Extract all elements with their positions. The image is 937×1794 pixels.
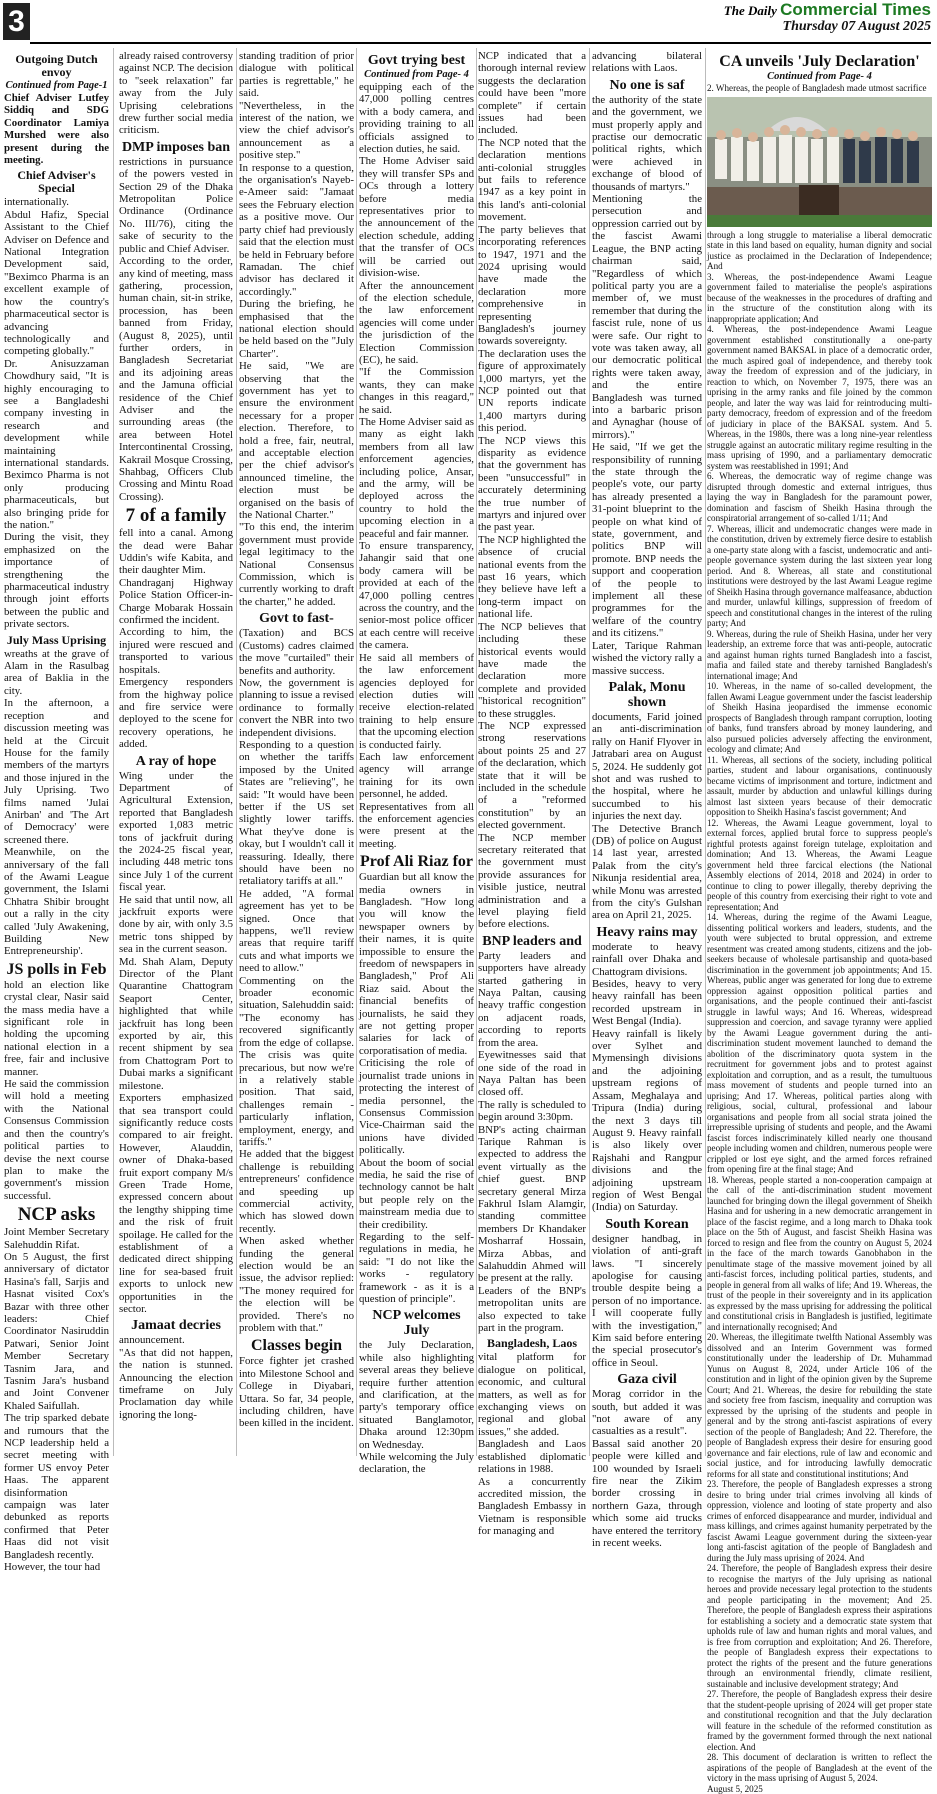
article-text: announcement. "As that did not happen, the nation is stunned. Announcing the election timeframe on July Proclamation day while ignoring the long- — [119, 1334, 233, 1421]
masthead-title — [724, 2, 931, 18]
headline-no-one-is-safe: No one is saf — [592, 78, 702, 93]
article-text: wreaths at the grave of Alam in the Rasulbag area of Baklia in the city. In the afternoon, a reception and discussion meeting was held at the Circuit House for the family members of the martyrs and those injured in the July Uprising. Two films named 'Julai Anirban' and 'The Art of Democracy' were screened there. Meanwhile, on the anniversary of the fall of the Awami League government, the Islami Chhatra Shibir brought out a rally in the city called 'July Awakening, Building New Entrepreneurship'. — [4, 648, 109, 958]
headline-prof-ali-riaz: Prof Ali Riaz for — [359, 853, 474, 870]
headline-a-ray-of-hope: A ray of hope — [119, 754, 233, 769]
article-text: through a long struggle to materialise a liberal democratic state in this land based on equality, human dignity and social justice as proclaimed in the Declaration of Independence; And 3. Whereas, the post-independence Awami League government failed to materialise the people's aspirations because of the weaknesses in the procedures of drafting and in the structure of the constitution along with its inappropriate application; And 4. Whereas, the post-independence Awami League government established constitutionally a one-party government named BAKSAL in place of a democratic order, the much aspired goal of independence, and thereby took away the freedom of expression and of the judiciary, in reaction to which, on November 7, 1975, there was an uprising in the army ranks and file joined by the common people, and later the way was laid for reintroducing multi-party democracy, freedom of expression and of the freedom of judiciary in place of the BAKSAL system. And 5. Whereas, in the 1980s, there was a long nine-year relentless struggle against an autocratic military regime resulting in the mass uprising of 1990, and a parliamentary democratic system was reestablished in 1991; And 6. Whereas, the democratic way of regime change was disrupted through domestic and external intrigues, thus laying the way in Bangladesh for the paramount power, domination and fascism of Sheikh Hasina through the conspiratorial arrangement of so-called 1/11; And 7. Whereas, illicit and undemocratic changes were made in the constitution, driven by extremely fierce desire to establish a one-party state along with a fascist, undemocratic and anti-people governance system during the last sixteen year long period. And 8. Whereas, all state and constitutional institutions were destroyed by the last Awami League regime of Sheikh Hasina through governance malfeasance, abduction and murder, unlawful killings, suppression of freedom of speech and constitutional changes in the interest of the ruling party; And 9. Whereas, during the rule of Sheikh Hasina, under her very leadership, an extreme force that was anti-people, autocratic and against human rights turned Bangladesh into a fascist, mafia and failed state and thereby tarnished Bangladesh's international image; And 10. Whereas, in the name of so-called development, the fallen Awami League government under the fascist leadership of Sheikh Hasina jeopardised the immense economic prospects of Bangladesh through rampant corruption, looting of banks, fund transfers abroad by money laundering, and also pursued policies adversely affecting the environment, ecology and climate; And 11. Whereas, all sections of the society, including political parties, student and labour organisations, continuously became victims of imprisonment and torture, indictment and assault, murder by abduction and unlawful killings during almost last sixteen years because of their democratic opposition to Sheikh Hasina's fascist government; And 12. Whereas, the Awami League government, loyal to external forces, applied brutal force to suppress people's rightful protests against foreign tutelage, exploitation and domination; And 13. Whereas, the Awami League government held three farcical elections (the National Assembly elections of 2014, 2018 and 2024) in order to continue to cling to power illegally, thereby depriving the people of this country from exercising their right to vote and representation; And 14. Whereas, during the regime of the Awami League, dissenting political workers and leaders, students, and the youth were subjected to brutal oppression, and extreme resentment was created among students, citizens and the job-seekers because of wholesale partisanship and quota-based discrimination in the government job appointments; And 15. Whereas, public anger was generated for long due to extreme oppression against opposition political parties and organisations, and the people continued their anti-fascist struggle in lawful ways; And 16. Whereas, widespread suppression and coercion, and savage tyranny were applied by the Awami League government during the anti-discrimination student movement launched to demand the abolition of the discriminatory quota system in the recruitment for government jobs and to protest against exploitation and corruption, and as a result, the tumultuous mass movement of students and people turned into an uprising; And 17. Whereas, political parties along with religious, social, cultural, professional and labour organisations and people from all social strata joined the irrepressible uprising of students and people, and the Awami fascist forces indiscriminately killed nearly one thousand people including women and children, numerous people were crippled or lost eye sight, and the armed forces refrained from opening fire at the final stage; And 18. Whereas, people started a non-cooperation campaign at the call of the anti-discrimination student movement launched for bringing down the illegal government of Sheikh Hasina and for ushering in a new democratic arrangement in place of the fascist regime, and a long march to Dhaka took place on the 5th of August, and fascist Sheikh Hasina was forced to resign and flee from the country on August 5, 2024 in the face of the march towards Ganobhabon in the penultimate stage of the massive movement joined by all anti-fascist forces, including political parties, students, and people in general from all walks of life; And 19. Whereas, the trust of the people in their sovereignty and in its application as expressed by the mass uprising for addressing the political and constitutional crisis in Bangladesh is justified, legitimate and internationally recognised; And 20. Whereas, the illegitimate twelfth National Assembly was dissolved and an Interim Government was formed constitutionally under the leadership of Dr. Muhammad Yunus on August 8, 2024, under Article 106 of the constitution and in light of the opinion given by the Supreme Court; And 21. Whereas, the desire for rebuilding the state and society free from fascism, inequality and corruption was expressed by the uprising of the students and people in general and by the strong anti-fascist aspirations of every section of the people of Bangladesh; And 22. Therefore, the people of Bangladesh express their desire for ensuring good governance and fair elections, rule of law and economic and social justice, and for introducing lawfully democratic reforms for all state and constitutional institutions; And 23. Therefore, the people of Bangladesh expresses a strong desire to bring under trial crimes involving all kinds of oppression, violence and looting of state property and also crimes of enforced disappearance and murder, individual and mass killings, and crimes against humanity perpetrated by the fascist Awami League government during the sixteen-year long anti-fascist agitation of the people of Bangladesh and during the July mass uprising of 2024. And 24. Therefore, the people of Bangladesh express their desire to recognise the martyrs of the July uprising as national heroes and provide necessary legal protection to the students and people participating in the movement; And 25. Therefore, the people of Bangladesh express their aspirations for establishing a society and a democratic state system that upholds rule of law and human rights and moral values, and is free from corruption and exploitation; And 26. Therefore, the people of Bangladesh express their expectations to protect the rights of the present and the future generations through an environmental friendly, climate resilient, sustainable and inclusive development strategy; And 27. Therefore, the people of Bangladesh express their desire that the student-people uprising of 2024 will get proper state and constitutional recognition and that the July declaration will feature in the schedule of the reformed constitution as framed by the government formed through the next national election. And 28. This document of declaration is written to reflect the aspirations of the people of Bangladesh at the event of the victory in the mass uprising of August 5, 2024. August 5, 2025 — [707, 230, 932, 1794]
page-number: 3 — [3, 3, 30, 40]
event-photo — [707, 97, 932, 227]
article-text: equipping each of the 47,000 polling centres with a body camera, and providing training to all officials assigned to election duties, he said. The Home Adviser said they will transfer SPs and OCs through a lottery before media representatives prior to the announcement of the election schedule, adding that the transfer of OCs will be carried out division-wise. After the announcement of the election schedule, the law enforcement agencies will come under the jurisdiction of the Election Commission (EC), he said. "If the Commission wants, they can make changes in this reagard," he said. The Home Adviser said as many as eight lakh members from all law enforcement agencies, including police, Ansar, and the army, will be deployed across the country to hold the upcoming election in a peaceful and fair manner. To ensure transparency, Jahangir said that one body camera will be provided at each of the 47,000 polling centres across the country, and the senior-most police officer at each centre will receive the camera. He said all members of the law enforcement agencies deployed for election duties will receive election-related training to help ensure that the upcoming election is conducted fairly. Each law enforcement agency will arrange training for its own personnel, he added. Representatives from all the enforcement agencies were present at the meeting. — [359, 81, 474, 850]
headline-july-mass-uprising: July Mass Uprising — [4, 634, 109, 647]
headline-ncp-welcomes-july: NCP welcomes July — [359, 1308, 474, 1338]
article-text: (Taxation) and BCS (Customs) cadres claimed the move "curtailed" their benefits and authority. Now, the government is planning to issue a revised ordinance to formally convert the NBR into two independent divisions. Responding to a question on whether the tariffs imposed by the United States are "relieving", he said: "It would have been better if the US set slightly lower tariffs. What they've done is okay, but I wouldn't call it reassuring. Ideally, there should have been no retaliatory tariffs at all." He added, "A formal agreement has yet to be signed. Once that happens, we'll review areas that require tariff cuts and what imports we need to allow." Commenting on the broader economic situation, Salehuddin said: "The economy has recovered significantly from the edge of collapse. The crisis was quite precarious, but now we're in a relatively stable position. That said, challenges remain - particularly inflation, employment, energy, and tariffs." He added that the biggest challenge is rebuilding entrepreneurs' confidence and speeding up commercial activity, which has slowed down recently. When asked whether funding the general election would be an issue, the advisor replied: "The money required for the election will be provided. There's no problem with that." — [239, 627, 354, 1334]
article-text: 2. Whereas, the people of Bangladesh made utmost sacrifice — [707, 83, 932, 94]
headline-govt-to-fast: Govt to fast- — [239, 611, 354, 626]
headline-chief-advisers-special: Chief Adviser's Special — [4, 169, 109, 195]
headline-bnp-leaders: BNP leaders and — [478, 934, 586, 949]
article-text: restrictions in pursuance of the powers vested in Section 29 of the Dhaka Metropolitan Police Ordinance (Ordinance No. III/76), citing the sake of security to the public and Chief Adviser. According to the order, any kind of meeting, mass gathering, procession, human chain, sit-in strike, procession, has been banned from Friday, (August 8, 2025), until further orders, in Bangladesh Secretariat and its adjoining areas and the Jamuna official residence of the Chief Adviser and the surrounding areas (the area between Hotel Intercontinental Crossing, Kakrail Mosque Crossing, Shahbag, Officers Club Crossing and Mintu Road Crossing). — [119, 156, 233, 503]
headline-dmp-imposes-ban: DMP imposes ban — [119, 140, 233, 155]
column-7 — [707, 50, 932, 1456]
issue-date: Thursday 07 August 2025 — [724, 18, 931, 36]
article-text: already raised controversy against NCP. The decision to "seek relaxation" far away from the July Uprising celebrations drew further social media criticism. — [119, 50, 233, 137]
headline-classes-begin: Classes begin — [239, 1337, 354, 1354]
headline-ncp-asks: NCP asks — [4, 1205, 109, 1225]
column-divider — [113, 48, 114, 1456]
article-text: Joint Member Secretary Salehuddin Rifat. On 5 August, the first anniversary of dictator Hasina's fall, Sarjis and Hasnat visited Cox's Bazar with three other leaders: Chief Coordinator Nasiruddin Patwari, Senior Joint Member Secretary Tasnim Jara, and Tasnim Jara's husband and Joint Convener Khaled Saifullah. The trip sparked debate and rumours that the NCP leadership held a secret meeting with former US envoy Peter Haas. The apparent disinformation campaign was later debunked as reports confirmed that Peter Haas did not visit Bangladesh recently. However, the tour had — [4, 1226, 109, 1573]
headline-ca-unveils-july-declaration: CA unveils 'July Declaration' — [707, 53, 932, 70]
column-1 — [4, 50, 109, 1456]
column-4 — [359, 50, 474, 1456]
headline-south-korean: South Korean — [592, 1217, 702, 1232]
continued-note: Continued from Page- 4 — [707, 71, 932, 83]
article-text: documents, Farid joined an anti-discrimination rally on Hanif Flyover in Jatrabari area on August 5, 2024. He suddenly got shot and was rushed to the hospital, where he succumbed to his injuries the next day. The Detective Branch (DB) of police on August 14 last year, arrested Palak from the city's Nikunja residential area, while Monu was arrested from the city's Gulshan area on April 21, 2025. — [592, 711, 702, 922]
article-text: internationally. Abdul Hafiz, Special Assistant to the Chief Adviser on Defence and National Integration Development said, "Beximco Pharma is an excellent example of how the country's pharmaceutical sector is advancing technologically and competing globally." Dr. Anisuzzaman Chowdhury said, "It is highly encouraging to see a Bangladeshi company investing in research and development while maintaining international standards. Beximco Pharma is not only producing pharmaceuticals, but also bringing pride for the nation." During the visit, they emphasized on the importance of strengthening the pharmaceutical industry through joint efforts between the public and private sectors. — [4, 196, 109, 630]
article-text: designer handbag, in violation of anti-graft laws. "I sincerely apologise for causing trouble despite being a person of no importance. I will cooperate fully with the investigation," Kim said before entering the special prosecutor's office in Seoul. — [592, 1233, 702, 1369]
headline-jamaat-decries: Jamaat decries — [119, 1318, 233, 1333]
article-text: Wing under the Department of Agricultural Extension, reported that Bangladesh exported 1,083 metric tons of jackfruit during the 2024-25 fiscal year, including 448 metric tons since July 1 of the current fiscal year. He said that until now, all jackfruit exports were done by air, with only 3.5 metric tons shipped by sea in the current season. Md. Shah Alam, Deputy Director of the Plant Quarantine Chattogram Seaport Center, highlighted that while jackfruit has long been exported by air, this recent shipment by sea from Chattogram Port to Dubai marks a significant milestone. Exporters emphasized that sea transport could significantly reduce costs compared to air freight. However, Alauddin, owner of Dhaka-based fruit export company M/s Green Trade Home, expressed concern about the lengthy shipping time and the risk of fruit spoilage. He called for the establishment of a dedicated direct shipping line for sea-based fruit exports to unlock new opportunities in the sector. — [119, 770, 233, 1316]
article-text: Morag corridor in the south, but added it was "not aware of any casualties as a result". Bassal said another 20 people were killed and 100 wounded by Israeli fire near the Zikim border crossing in northern Gaza, through which some aid trucks have entered the territory in recent weeks. — [592, 1388, 702, 1549]
article-text: the July Declaration, while also highlighting several areas they believe require further attention and clarification, at the party's temporary office situated Banglamotor, Dhaka around 12:30pm on Wednesday. While welcoming the July declaration, the — [359, 1339, 474, 1475]
column-5 — [478, 50, 586, 1456]
column-divider — [589, 48, 590, 1456]
column-divider — [476, 48, 477, 1456]
masthead — [724, 2, 931, 36]
article-text: Guardian but all know the media owners in Bangladesh. "How long you will know the newspaper owners by their names, it is quite impossible to ensure the freedom of newspapers in Bangladesh," Prof Ali Riaz said. About the financial benefits of journalists, he said they are not getting proper salaries for lack of corporatisation of media. Criticising the role of journalist trade unions in protecting the interest of media personnel, the Consensus Commission Vice-Chairman said the unions have divided politically. About the boom of social media, he said the rise of technology cannot be halt but people rely on the mainstream media due to their credibility. Regarding to the self-regulations in media, he said: "I do not like the works - regulatory framework - as it is a question of principle". — [359, 871, 474, 1305]
headline-js-polls: JS polls in Feb — [4, 961, 109, 978]
column-3 — [239, 50, 354, 1456]
headline-heavy-rains: Heavy rains may — [592, 925, 702, 940]
article-text: Party leaders and supporters have already started gathering in Naya Paltan, causing heavy traffic congestion on adjacent roads, according to reports from the area. Eyewitnesses said that one side of the road in Naya Paltan has been closed off. The rally is scheduled to begin around 3:30pm. BNP's acting chairman Tarique Rahman is expected to address the event virtually as the chief guest. BNP secretary general Mirza Fakhrul Islam Alamgir, standing committee members Dr Khandaker Mosharraf Hossain, Mirza Abbas, and Salahuddin Ahmed will be present at the rally. Leaders of the BNP's metropolitan units are also expected to take part in the program. — [478, 950, 586, 1335]
column-6 — [592, 50, 702, 1456]
article-text: advancing bilateral relations with Laos. — [592, 50, 702, 75]
column-divider — [236, 48, 237, 1456]
article-text: the authority of the state and the government, we must properly apply and practise our democratic political rights, which were achieved in exchange of blood of thousands of martyrs." Mentioning the persecution and oppression carried out by the fascist Awami League, the BNP acting chairman said, "Regardless of which political party you are a member of, we must remember that during the fascist rule, none of us were safe. Our right to vote was taken away, all our democratic political rights were taken away, and the entire Bangladesh was turned into a barbaric prison and Aynaghar (house of mirrors)." He said, "If we get the responsibility of running the state through the people's vote, our party has already presented a 31-point blueprint to the people on what kind of state, government, and politics BNP will promote. BNP needs the support and cooperation of the people to implement all these programmes for the welfare of the country and its citizens." Later, Tarique Rahman wished the victory rally a massive success. — [592, 94, 702, 677]
article-text: fell into a canal. Among the dead were Bahar Uddin's wife Kabita, and their daughter Mim. Chandraganj Highway Police Station Officer-in-Charge Mobarak Hossain confirmed the incident. According to him, the injured were rescued and transported to various hospitals. Emergency responders from the highway police and fire service were deployed to the scene for recovery operations, he added. — [119, 527, 233, 750]
headline-govt-trying-best: Govt trying best — [359, 53, 474, 68]
masthead-name: Commercial Times — [780, 0, 931, 19]
article-text: NCP indicated that a thorough internal review suggests the declaration could have been "more complete" if certain issues had been included. The NCP noted that the declaration mentions anti-colonial struggles but fails to reference 1947 as a key point in this land's anti-colonial movement. The party believes that incorporating references to 1947, 1971 and the 2024 uprising would have made the declaration more comprehensive in representing Bangladesh's journey towards sovereignty. The declaration uses the figure of approximately 1,000 martyrs, yet the NCP pointed out that UN reports indicate 1,400 martyrs during this period. The NCP views this disparity as evidence that the government has been "unsuccessful" in accurately determining the true number of martyrs and injured over the past year. The NCP highlighted the absence of crucial national events from the past 16 years, which they believe have left a long-term impact on national life. The NCP believes that including these historical events would have made the declaration more complete and provided "historical recognition" to these struggles. The NCP expressed strong reservations about points 25 and 27 of the declaration, which state that it will be included in the schedule of a "reformed constitution" by an elected government. The NCP member secretary reiterated that the government must provide assurances for visible justice, neutral administration and a level playing field before elections. — [478, 50, 586, 931]
article-text: moderate to heavy rainfall over Dhaka and Chattogram divisions. Besides, heavy to very heavy rainfall has been recorded upstream in West Bengal (India). Heavy rainfall is likely over Sylhet and Mymensingh divisions and the adjoining upstream regions of Assam, Meghalaya and Tripura (India) during the next 3 days till August 9. Heavy rainfall is also likely over Rajshahi and Rangpur divisions and the adjoining upstream region of West Bengal (India) on Saturday. — [592, 941, 702, 1214]
column-2 — [119, 50, 233, 1456]
headline-palak-monu: Palak, Monu shown — [592, 680, 702, 710]
headline-gaza-civil: Gaza civil — [592, 1372, 702, 1387]
article-text: vital platform for dialogue on political, economic, and cultural matters, as well as for exchanging views on regional and global issues," she added. Bangladesh and Laos established diplomatic relations in 1988. As a concurrently accredited mission, the Bangladesh Embassy in Vietnam is responsible for managing and — [478, 1351, 586, 1537]
article-text: Force fighter jet crashed into Milestone School and College in Diyabari, Uttara. So far, 34 people, including children, have been killed in the incident. — [239, 1355, 354, 1429]
column-divider — [356, 48, 357, 1456]
article-text: standing tradition of prior dialogue with political parties is regrettable," he said. "Nevertheless, in the interest of the nation, we view the chief advisor's announcement as a positive step." In response to a question, the organisation's Nayeb-e-Ameer said: "Jamaat sees the February election as a positive move. Our party chief had previously said that the election must be held in February before Ramadan. The chief advisor has declared it accordingly." During the briefing, he emphasised that the national election should be held based on the "July Charter". He said, "We are observing that the government has yet to ensure the environment necessary for a proper election. Therefore, to hold a free, fair, neutral, and acceptable election per the chief advisor's announced timeline, the election must be organised on the basis of the National Charter." "To this end, the interim government must provide legal legitimacy to the National Consensus Commission, which is currently working to draft the charter," he added. — [239, 50, 354, 608]
masthead-prefix: The Daily — [724, 3, 780, 18]
headline-bangladesh-laos: Bangladesh, Laos — [478, 1337, 586, 1350]
article-text: Chief Adviser Lutfey Siddiq and SDG Coordinator Lamiya Murshed were also present during the meeting. — [4, 92, 109, 166]
article-text: hold an election like crystal clear, Nasir said the mass media have a significant role in holding the upcoming national election in a free, fair and inclusive manner. He said the commission will hold a meeting with the National Consensus Commission and then the country's political parties to devise the next course plan to make the government's mission successful. — [4, 979, 109, 1202]
continued-note: Continued from Page-1 — [4, 80, 109, 92]
headline-outgoing-dutch-envoy: Outgoing Dutch envoy — [4, 53, 109, 79]
continued-note: Continued from Page- 4 — [359, 69, 474, 81]
header-rule — [30, 42, 931, 44]
headline-7-of-a-family: 7 of a family — [119, 506, 233, 526]
column-divider — [705, 48, 706, 1456]
